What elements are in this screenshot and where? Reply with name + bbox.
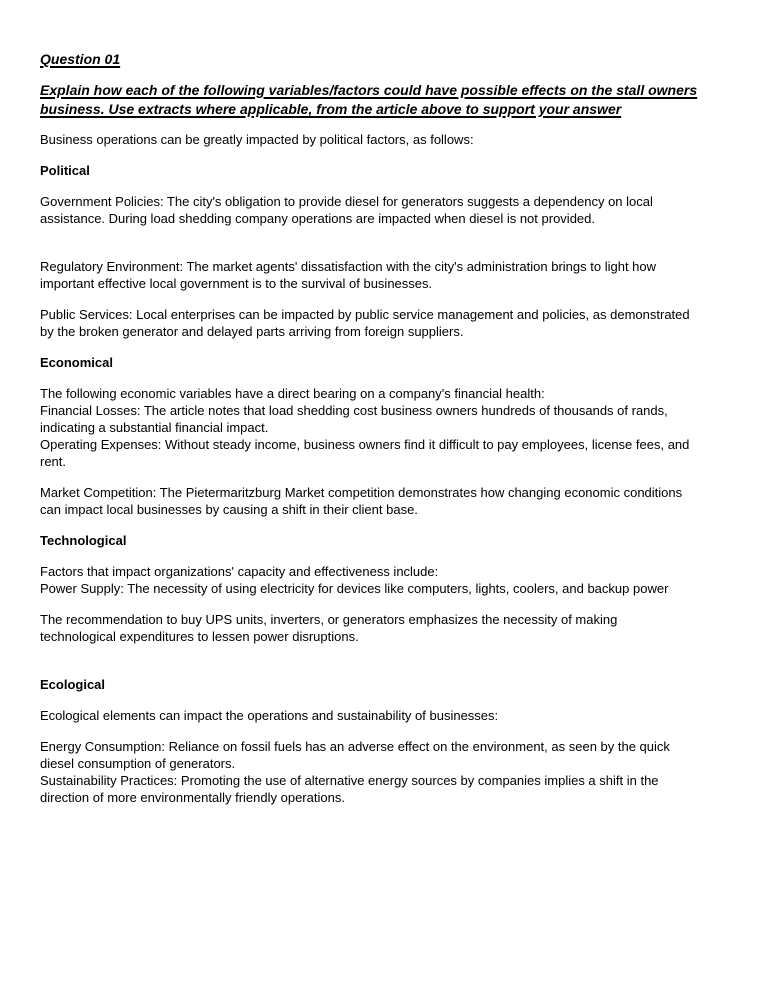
section-heading-economical bbox=[40, 354, 738, 371]
ecological-energy-sustainability-paragraph bbox=[40, 738, 738, 806]
text-line: diesel consumption of generators. bbox=[40, 756, 236, 771]
text-line: Energy Consumption: Reliance on fossil fuels has an adverse effect on the environment, as seen by the quick bbox=[40, 739, 670, 754]
text-line: Government Policies: The city's obligation to provide diesel for generators suggests a dependency on local bbox=[40, 194, 653, 209]
section-heading-technological bbox=[40, 532, 738, 549]
text-line: Technological bbox=[40, 533, 127, 548]
text-line: Power Supply: The necessity of using electricity for devices like computers, lights, coolers, and backup power bbox=[40, 581, 669, 596]
text-line: by the broken generator and delayed parts arriving from foreign suppliers. bbox=[40, 324, 464, 339]
text-line: Regulatory Environment: The market agents' dissatisfaction with the city's administration brings to light how bbox=[40, 259, 657, 274]
technological-recommendation-paragraph bbox=[40, 611, 738, 645]
question-instruction-heading bbox=[40, 81, 738, 119]
text-line: direction of more environmentally friendly operations. bbox=[40, 790, 345, 805]
blank-gap-2 bbox=[40, 659, 738, 676]
text-line: Factors that impact organizations' capacity and effectiveness include: bbox=[40, 564, 439, 579]
text-line: important effective local government is to the survival of businesses. bbox=[40, 276, 433, 291]
question-number-heading bbox=[40, 50, 738, 69]
text-line: business. Use extracts where applicable, from the article above to support your answer bbox=[40, 101, 622, 117]
political-regulatory-environment-paragraph bbox=[40, 258, 738, 292]
economical-variables-paragraph bbox=[40, 385, 738, 470]
blank-gap-1 bbox=[40, 241, 738, 258]
text-line: assistance. During load shedding company operations are impacted when diesel is not provided. bbox=[40, 211, 595, 226]
text-line: indicating a substantial financial impact. bbox=[40, 420, 269, 435]
text-line: Economical bbox=[40, 355, 113, 370]
text-line: Ecological bbox=[40, 677, 106, 692]
text-line: Sustainability Practices: Promoting the use of alternative energy sources by companies implies a shift in the bbox=[40, 773, 659, 788]
section-heading-political bbox=[40, 162, 738, 179]
text-line: rent. bbox=[40, 454, 67, 469]
political-public-services-paragraph bbox=[40, 306, 738, 340]
text-line: Explain how each of the following variables/factors could have possible effects on the stall owners bbox=[40, 82, 698, 98]
text-line: Operating Expenses: Without steady income, business owners find it difficult to pay employees, license fees, and bbox=[40, 437, 690, 452]
text-line: Financial Losses: The article notes that load shedding cost business owners hundreds of thousands of rands, bbox=[40, 403, 668, 418]
ecological-elements-paragraph bbox=[40, 707, 738, 724]
intro-paragraph bbox=[40, 131, 738, 148]
text-line: Question 01 bbox=[40, 51, 121, 67]
technological-factors-paragraph bbox=[40, 563, 738, 597]
text-line: The following economic variables have a direct bearing on a company's financial health: bbox=[40, 386, 545, 401]
section-heading-ecological bbox=[40, 676, 738, 693]
text-line: Political bbox=[40, 163, 90, 178]
document-content bbox=[40, 50, 738, 820]
text-line: Public Services: Local enterprises can be impacted by public service management and policies, as demonstrated bbox=[40, 307, 690, 322]
economical-market-competition-paragraph bbox=[40, 484, 738, 518]
text-line: Ecological elements can impact the operations and sustainability of businesses: bbox=[40, 708, 499, 723]
text-line: can impact local businesses by causing a shift in their client base. bbox=[40, 502, 418, 517]
text-line: Business operations can be greatly impacted by political factors, as follows: bbox=[40, 132, 474, 147]
political-government-policies-paragraph bbox=[40, 193, 738, 227]
text-line: The recommendation to buy UPS units, inverters, or generators emphasizes the necessity of making bbox=[40, 612, 618, 627]
text-line: Market Competition: The Pietermaritzburg Market competition demonstrates how changing economic conditions bbox=[40, 485, 683, 500]
text-line: technological expenditures to lessen power disruptions. bbox=[40, 629, 359, 644]
